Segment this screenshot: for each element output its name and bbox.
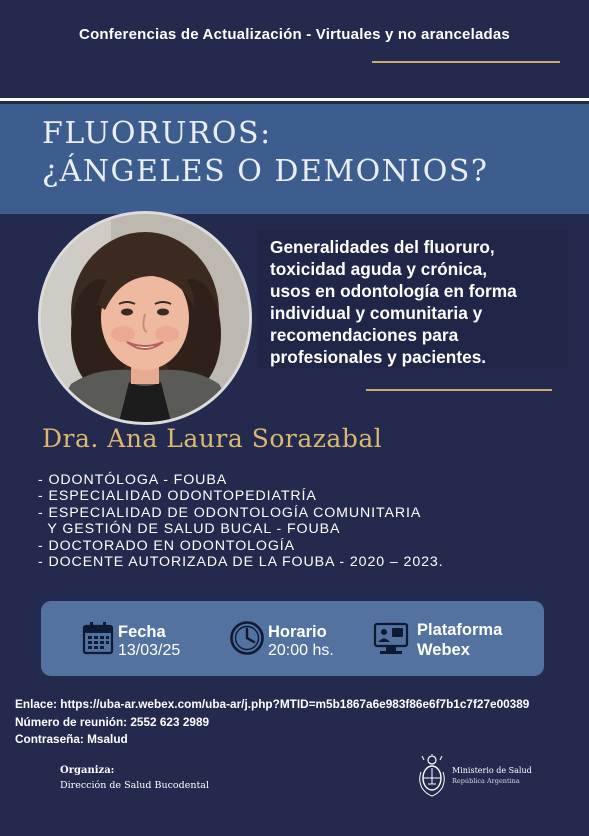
organizer-name: Dirección de Salud Bucodental <box>60 780 209 791</box>
description-line: usos en odontología en forma <box>270 281 517 301</box>
gold-divider-top <box>372 61 560 63</box>
speaker-photo <box>38 211 252 425</box>
conference-series-title: Conferencias de Actualización - Virtuales y no aranceladas <box>79 26 510 43</box>
talk-title-line-1: FLUORUROS: <box>42 116 272 151</box>
qualification-item: Y GESTIÓN DE SALUD BUCAL - FOUBA <box>38 521 341 538</box>
meeting-number: Número de reunión: 2552 623 2989 <box>15 714 210 729</box>
description-line: recomendaciones para <box>270 325 459 345</box>
event-info-panel <box>41 601 544 676</box>
description-line: toxicidad aguda y crónica, <box>270 259 488 279</box>
description-line: profesionales y pacientes. <box>270 347 487 367</box>
speaker-qualifications <box>38 472 578 570</box>
video-conference-icon <box>372 621 410 657</box>
talk-title-line-2: ¿ÁNGELES O DEMONIOS? <box>42 154 489 189</box>
national-coat-of-arms-icon <box>418 754 446 798</box>
description-line: individual y comunitaria y <box>270 303 483 323</box>
qualification-item: - ESPECIALIDAD DE ODONTOLOGÍA COMUNITARIA <box>38 504 422 521</box>
time-label: Horario <box>268 623 327 641</box>
platform-value: Webex <box>417 641 470 659</box>
ministry-subtitle: República Argentina <box>452 777 520 785</box>
description-line: Generalidades del fluoruro, <box>270 237 495 257</box>
access-details <box>15 696 529 749</box>
white-divider <box>0 98 589 101</box>
qualification-item: - DOCTORADO EN ODONTOLOGÍA <box>38 537 295 554</box>
qualification-item: - ESPECIALIDAD ODONTOPEDIATRÍA <box>38 488 317 505</box>
meeting-password: Contraseña: Msalud <box>15 732 128 746</box>
time-value: 20:00 hs. <box>268 642 334 659</box>
date-value: 13/03/25 <box>118 642 181 659</box>
speaker-portrait-illustration <box>41 214 249 422</box>
organizer-label: Organiza: <box>60 765 115 776</box>
clock-icon <box>229 620 265 656</box>
platform-label: Plataforma <box>417 621 503 639</box>
ministry-name: Ministerio de Salud <box>452 766 532 775</box>
qualification-item: - DOCENTE AUTORIZADA DE LA FOUBA - 2020 – 2023. <box>38 554 444 571</box>
gold-divider-mid <box>366 389 552 391</box>
meeting-link[interactable]: Enlace: https://uba-ar.webex.com/uba-ar/j.php?MTID=m5b1867a6e983f86e6f7b1c7f27e00389 <box>15 697 530 711</box>
date-label: Fecha <box>118 623 166 641</box>
speaker-name: Dra. Ana Laura Sorazabal <box>42 424 383 453</box>
calendar-icon <box>82 621 114 655</box>
qualification-item: - ODONTÓLOGA - FOUBA <box>38 472 228 488</box>
talk-description <box>270 236 570 368</box>
